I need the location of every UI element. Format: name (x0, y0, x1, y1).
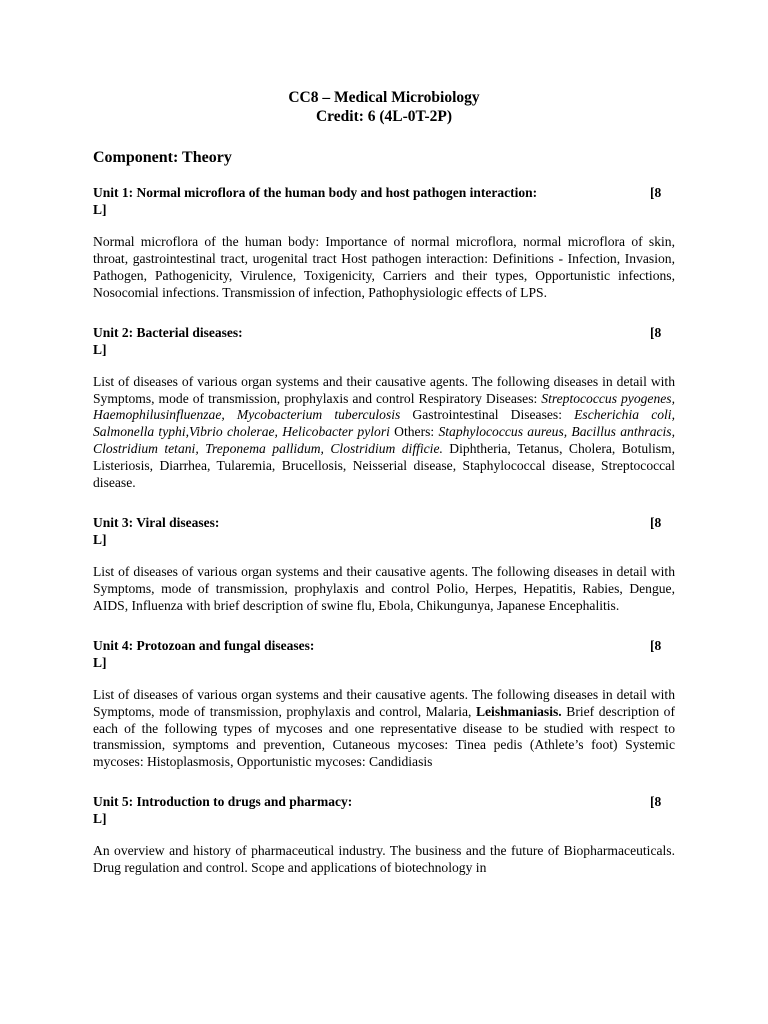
unit-5-title: Unit 5: Introduction to drugs and pharmacy: (93, 794, 353, 810)
unit-2-gastro-agents: Escherichia coli, Salmonella typhi,Vibrio cholerae, Helicobacter pylori (93, 407, 675, 440)
unit-1-heading (93, 184, 675, 218)
unit-2-other-agents: Staphylococcus aureus, Bacillus anthracis, Clostridium tetani, Treponema pallidum, Clostridium difficie. (93, 424, 675, 457)
unit-5-heading (93, 793, 675, 827)
unit-2-body-text: List of diseases of various organ systems and their causative agents. The following diseases in detail with Symptoms, mode of transmission, prophylaxis and control Respiratory Diseases: (93, 373, 675, 406)
unit-5-body: An overview and history of pharmaceutical industry. The business and the future of Biopharmaceuticals. Drug regulation and control. Scope and applications of biotechnology in (93, 843, 675, 876)
unit-5-hours-close: L] (93, 811, 107, 827)
unit-4-body-text: Brief description of each of the following types of mycoses and one representative disease to be studied with respect to transmission, symptoms and prevention, Cutaneous mycoses: Tinea pedis (Athlete’s foot) Systemic mycoses: Histoplasmosis, Opportunistic mycoses: Candidiasis (93, 703, 675, 770)
unit-2-body-text: Diphtheria, Tetanus, Cholera, Botulism, Listeriosis, Diarrhea, Tularemia, Brucellosis, Neisserial disease, Staphylococcal disease, Streptococcal disease. (93, 441, 675, 491)
unit-2-heading (93, 324, 675, 358)
unit-4-hours-open: [8 (650, 637, 662, 653)
unit-3-body: List of diseases of various organ systems and their causative agents. The following diseases in detail with Symptoms, mode of transmission, prophylaxis and control Polio, Herpes, Hepatitis, Rabies, Dengue, AIDS, Influenza with brief description of swine flu, Ebola, Chikungunya, Japanese Encephalitis. (93, 563, 675, 613)
unit-1-body: Normal microflora of the human body: Importance of normal microflora, normal microflora of skin, throat, gastrointestinal tract, urogenital tract Host pathogen interaction: Definitions - Infection, Invasion, Pathogen, Pathogenicity, Virulence, Toxigenicity, Carriers and their types, Opportunistic infections, Nosocomial infections. Transmission of infection, Pathophysiologic effects of LPS. (93, 234, 675, 300)
unit-3-hours-close: L] (93, 531, 107, 547)
unit-4-heading (93, 637, 675, 671)
unit-2-respiratory-agents: Streptococcus pyogenes, Haemophilusinfluenzae, Mycobacterium tuberculosis (93, 390, 675, 423)
unit-4-body (93, 687, 675, 772)
unit-2-hours-open: [8 (650, 324, 662, 340)
unit-1-hours-close: L] (93, 202, 107, 217)
unit-2-title: Unit 2: Bacterial diseases: (93, 324, 243, 340)
unit-2-hours-close: L] (93, 341, 107, 357)
unit-3-hours-open: [8 (650, 514, 662, 530)
unit-4-hours-close: L] (93, 654, 107, 670)
course-title: CC8 – Medical Microbiology (288, 89, 480, 106)
unit-4-title: Unit 4: Protozoan and fungal diseases: (93, 637, 315, 653)
unit-1-hours-open: [8 (650, 185, 662, 200)
unit-3-heading (93, 514, 675, 548)
document-page (93, 88, 675, 877)
component-heading: Component: Theory (93, 149, 232, 166)
unit-2-body (93, 374, 675, 492)
unit-4-body-text: List of diseases of various organ systems and their causative agents. The following diseases in detail with Symptoms, mode of transmission, prophylaxis and control, Malaria, (93, 686, 675, 719)
unit-2-body-text: Others: (389, 424, 439, 440)
unit-3-title: Unit 3: Viral diseases: (93, 514, 220, 530)
unit-2-body-text: Gastrointestinal Diseases: (400, 407, 575, 423)
course-credit: Credit: 6 (4L-0T-2P) (315, 108, 453, 125)
unit-4-leishmaniasis: Leishmaniasis. (475, 703, 562, 719)
unit-1-title: Unit 1: Normal microflora of the human body and host pathogen interaction: (93, 185, 538, 200)
unit-5-hours-open: [8 (650, 794, 662, 810)
